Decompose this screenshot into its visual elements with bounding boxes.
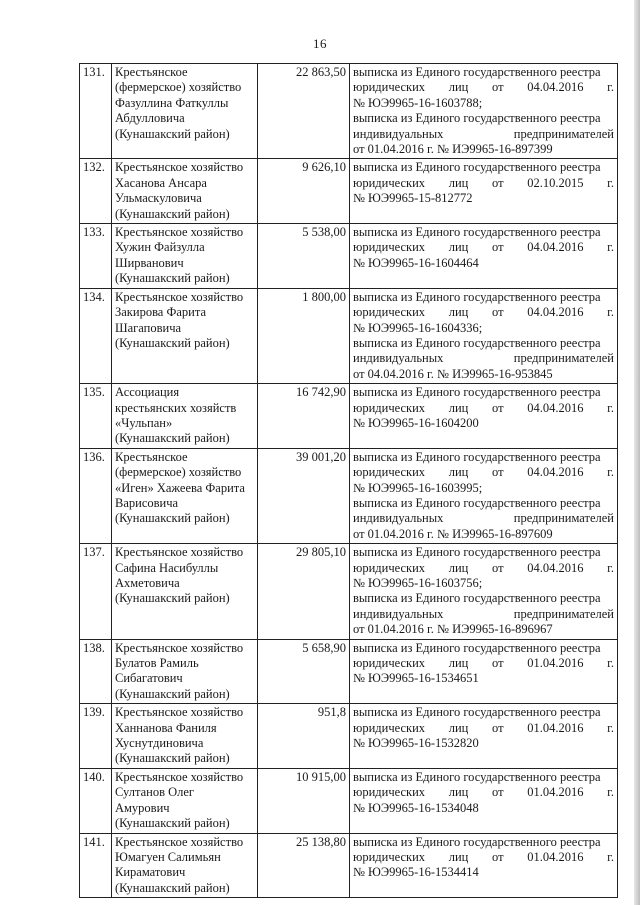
extract-line [353,785,614,800]
farm-name-line: Крестьянское хозяйство [115,545,244,560]
farm-name-cell [112,288,258,383]
extract-text: 04.04.2016 [527,465,584,480]
extract-line [353,576,614,591]
extract-line [353,321,614,336]
extract-line [353,65,614,80]
extract-text: индивидуальных [353,126,444,141]
extract-text: предпринимателей [513,351,614,366]
table-row [80,704,618,769]
extract-text: юридических [353,560,426,575]
extract-text: № ЮЭ9965-16-1534651 [353,671,479,686]
farm-name-line: Крестьянское хозяйство [115,834,244,849]
extract-text: г. [607,720,614,735]
extract-text: 01.04.2016 [527,849,584,864]
extract-text: 04.04.2016 [527,400,584,415]
extract-text: выписка из Единого государственного реестра [353,289,601,304]
extract-text: выписка из Единого государственного реестра [353,65,601,79]
extract-text: лиц [448,240,469,255]
row-number-cell: 131. [80,64,112,159]
extract-text: выписка из Единого государственного реестра [353,225,601,240]
extract-text: № ЮЭ9965-16-1604336; [353,320,483,335]
amount-cell: 39 001,20 [258,448,350,543]
extract-line [353,641,614,656]
extract-line [353,770,614,785]
extract-line [353,256,614,271]
farm-name-line: (Кунашакский район) [115,591,230,606]
extract-line [353,336,614,351]
farm-name-cell [112,448,258,543]
row-number-cell: 133. [80,224,112,289]
extract-text: г. [607,80,614,95]
extract-text: юридических [353,656,426,671]
farm-name-line: (Кунашакский район) [115,271,230,286]
extract-text: выписка из Единого государственного реестра [353,834,601,849]
extract-line [353,80,614,95]
extract-line [353,545,614,560]
farm-name-cell [112,639,258,704]
extract-line [353,850,614,865]
farm-name-line: (Кунашакский район) [115,880,230,895]
registry-extract-cell [350,159,618,224]
extract-text: от 01.04.2016 г. № ИЭ9965-16-897399 [353,142,553,157]
extract-text: выписка из Единого государственного реестра [353,385,601,400]
extract-line [353,111,614,126]
farm-name-line: (Кунашакский район) [115,126,230,141]
extract-text: лиц [448,400,469,415]
scan-edge-shadow [634,0,640,905]
table-row [80,159,618,224]
amount-cell: 5 538,00 [258,224,350,289]
extract-text: № ЮЭ9965-16-1603788; [353,95,483,110]
extract-text: № ЮЭ9965-16-1603756; [353,576,483,590]
registry-table [79,63,618,898]
amount-cell: 10 915,00 [258,768,350,833]
extract-text: от [491,849,504,864]
farm-name-line: крестьянских хозяйств [115,400,237,415]
extract-text: от [491,465,504,480]
farm-name-line: «Чульпан» [115,415,173,430]
extract-text: № ЮЭ9965-16-1534048 [353,800,479,815]
table-row [80,64,618,159]
farm-name-line: (фермерское) хозяйство [115,465,242,480]
extract-line [353,191,614,206]
farm-name-line: «Иген» Хажеева Фарита [115,480,245,495]
extract-text: 04.04.2016 [527,560,584,575]
extract-text: юридических [353,465,426,480]
extract-text: от [491,720,504,735]
extract-text: юридических [353,305,426,320]
farm-name-line: Крестьянское [115,65,188,79]
farm-name-line: Закирова Фарита [115,305,207,320]
farm-name-line: Сафина Насибуллы [115,560,219,575]
farm-name-line: Амурович [115,800,170,815]
extract-line [353,835,614,850]
extract-text: предпринимателей [513,511,614,526]
extract-text: № ЮЭ9965-16-1532820 [353,736,479,751]
extract-line [353,290,614,305]
farm-name-line: (Кунашакский район) [115,431,230,446]
farm-name-line: Крестьянское хозяйство [115,225,244,240]
extract-line [353,721,614,736]
extract-text: от [491,560,504,575]
extract-line [353,481,614,496]
extract-text: выписка из Единого государственного реестра [353,545,601,560]
extract-text: выписка из Единого государственного реестра [353,111,601,126]
farm-name-line: Юмагуен Салимьян [115,849,221,864]
extract-text: г. [607,656,614,671]
extract-text: от 01.04.2016 г. № ИЭ9965-16-897609 [353,526,553,541]
farm-name-line: Сибагатович [115,671,183,686]
farm-name-cell [112,544,258,639]
extract-line [353,367,614,382]
extract-line [353,450,614,465]
extract-text: выписка из Единого государственного реестра [353,160,601,175]
row-number-cell: 134. [80,288,112,383]
extract-line [353,240,614,255]
farm-name-line: Крестьянское хозяйство [115,769,244,784]
extract-text: 01.04.2016 [527,785,584,800]
extract-line [353,671,614,686]
registry-extract-cell [350,704,618,769]
farm-name-line: Булатов Рамиль [115,656,199,671]
farm-name-line: Хужин Файзулла [115,240,205,255]
extract-line [353,736,614,751]
farm-name-line: Ширванович [115,255,184,270]
farm-name-cell [112,704,258,769]
row-number-cell: 141. [80,833,112,898]
extract-line [353,401,614,416]
extract-line [353,305,614,320]
farm-name-line: Шагаповича [115,320,182,335]
extract-text: № ЮЭ9965-15-812772 [353,191,473,206]
farm-name-line: Ассоциация [115,385,180,400]
farm-name-line: Фазуллина Фаткуллы [115,95,229,110]
extract-line [353,385,614,400]
extract-text: выписка из Единого государственного реестра [353,640,601,655]
farm-name-line: Крестьянское хозяйство [115,640,244,655]
farm-name-line: Ахметовича [115,576,180,590]
extract-text: лиц [448,785,469,800]
extract-text: выписка из Единого государственного реестра [353,495,601,510]
extract-text: 01.04.2016 [527,656,584,671]
extract-line [353,176,614,191]
amount-cell: 22 863,50 [258,64,350,159]
extract-text: индивидуальных [353,351,444,366]
farm-name-line: Крестьянское хозяйство [115,705,244,720]
extract-text: юридических [353,720,426,735]
extract-text: лиц [448,175,469,190]
registry-extract-cell [350,64,618,159]
extract-text: № ЮЭ9965-16-1534414 [353,865,479,880]
farm-name-line: (Кунашакский район) [115,751,230,766]
extract-text: № ЮЭ9965-16-1604200 [353,415,479,430]
table-row [80,288,618,383]
extract-line [353,607,614,622]
extract-text: г. [607,560,614,575]
table-row [80,224,618,289]
extract-text: от [491,175,504,190]
extract-text: г. [607,400,614,415]
page-number: 16 [313,36,327,51]
extract-line [353,496,614,511]
registry-extract-cell [350,768,618,833]
extract-text: юридических [353,849,426,864]
farm-name-cell [112,384,258,449]
extract-line [353,561,614,576]
extract-line [353,865,614,880]
farm-name-line: Кираматович [115,865,186,880]
farm-name-line: Ульмаскуловича [115,191,202,206]
table-row [80,833,618,898]
farm-name-cell [112,833,258,898]
extract-text: индивидуальных [353,606,444,621]
extract-line [353,127,614,142]
registry-extract-cell [350,639,618,704]
extract-text: лиц [448,465,469,480]
table-row [80,448,618,543]
extract-line [353,96,614,111]
farm-name-cell [112,159,258,224]
extract-text: предпринимателей [513,126,614,141]
farm-name-line: Крестьянское [115,449,188,464]
row-number-cell: 135. [80,384,112,449]
extract-text: лиц [448,305,469,320]
extract-text: выписка из Единого государственного реестра [353,769,601,784]
extract-text: 04.04.2016 [527,240,584,255]
extract-line [353,705,614,720]
extract-text: юридических [353,785,426,800]
extract-text: лиц [448,656,469,671]
registry-extract-cell [350,448,618,543]
extract-line [353,591,614,606]
extract-text: г. [607,240,614,255]
extract-text: лиц [448,80,469,95]
extract-text: выписка из Единого государственного реестра [353,705,601,720]
farm-name-line: Султанов Олег [115,785,195,800]
extract-text: лиц [448,849,469,864]
extract-text: от 01.04.2016 г. № ИЭ9965-16-896967 [353,622,553,637]
row-number-cell: 138. [80,639,112,704]
row-number-cell: 140. [80,768,112,833]
amount-cell: 9 626,10 [258,159,350,224]
table-row [80,544,618,639]
farm-name-line: Абдулловича [115,111,185,126]
extract-line [353,656,614,671]
extract-text: от [491,305,504,320]
registry-extract-cell [350,288,618,383]
registry-extract-cell [350,544,618,639]
extract-text: юридических [353,80,426,95]
farm-name-line: Хуснутдиновича [115,736,204,751]
extract-text: 04.04.2016 [527,305,584,320]
extract-line [353,511,614,526]
amount-cell: 1 800,00 [258,288,350,383]
extract-line [353,527,614,542]
extract-text: г. [607,785,614,800]
extract-text: выписка из Единого государственного реестра [353,449,601,464]
farm-name-line: (Кунашакский район) [115,335,230,350]
extract-text: г. [607,849,614,864]
farm-name-cell [112,768,258,833]
extract-text: от [491,656,504,671]
extract-text: от 04.04.2016 г. № ИЭ9965-16-953845 [353,366,553,381]
extract-text: предпринимателей [513,606,614,621]
extract-text: юридических [353,175,426,190]
extract-text: лиц [448,720,469,735]
extract-line [353,622,614,637]
farm-name-cell [112,64,258,159]
registry-extract-cell [350,224,618,289]
amount-cell: 16 742,90 [258,384,350,449]
extract-line [353,351,614,366]
table-row [80,639,618,704]
farm-name-line: (Кунашакский район) [115,686,230,701]
extract-text: № ЮЭ9965-16-1604464 [353,255,479,270]
extract-text: г. [607,175,614,190]
extract-text: от [491,240,504,255]
extract-text: лиц [448,560,469,575]
extract-text: юридических [353,240,426,255]
registry-extract-cell [350,833,618,898]
farm-name-line: Ханнанова Фаниля [115,720,217,735]
extract-text: № ЮЭ9965-16-1603995; [353,480,483,495]
extract-text: выписка из Единого государственного реестра [353,591,601,606]
farm-name-line: (фермерское) хозяйство [115,80,242,95]
extract-text: 04.04.2016 [527,80,584,95]
extract-text: выписка из Единого государственного реестра [353,335,601,350]
extract-text: от [491,785,504,800]
amount-cell: 5 658,90 [258,639,350,704]
farm-name-line: Крестьянское хозяйство [115,289,244,304]
registry-table-body [80,64,618,898]
row-number-cell: 139. [80,704,112,769]
row-number-cell: 132. [80,159,112,224]
farm-name-line: (Кунашакский район) [115,816,230,831]
extract-line [353,160,614,175]
row-number-cell: 136. [80,448,112,543]
amount-cell: 25 138,80 [258,833,350,898]
extract-text: 02.10.2015 [527,175,584,190]
amount-cell: 951,8 [258,704,350,769]
extract-text: юридических [353,400,426,415]
farm-name-line: Варисовича [115,495,179,510]
registry-extract-cell [350,384,618,449]
extract-text: г. [607,305,614,320]
amount-cell: 29 805,10 [258,544,350,639]
extract-text: от [491,400,504,415]
farm-name-cell [112,224,258,289]
extract-text: от [491,80,504,95]
extract-line [353,465,614,480]
row-number-cell: 137. [80,544,112,639]
extract-text: 01.04.2016 [527,720,584,735]
farm-name-line: Хасанова Ансара [115,175,207,190]
farm-name-line: Крестьянское хозяйство [115,160,244,175]
extract-line [353,225,614,240]
extract-line [353,142,614,157]
table-row [80,384,618,449]
extract-text: г. [607,465,614,480]
extract-line [353,416,614,431]
extract-text: индивидуальных [353,511,444,526]
farm-name-line: (Кунашакский район) [115,511,230,526]
extract-line [353,801,614,816]
farm-name-line: (Кунашакский район) [115,206,230,221]
table-row [80,768,618,833]
